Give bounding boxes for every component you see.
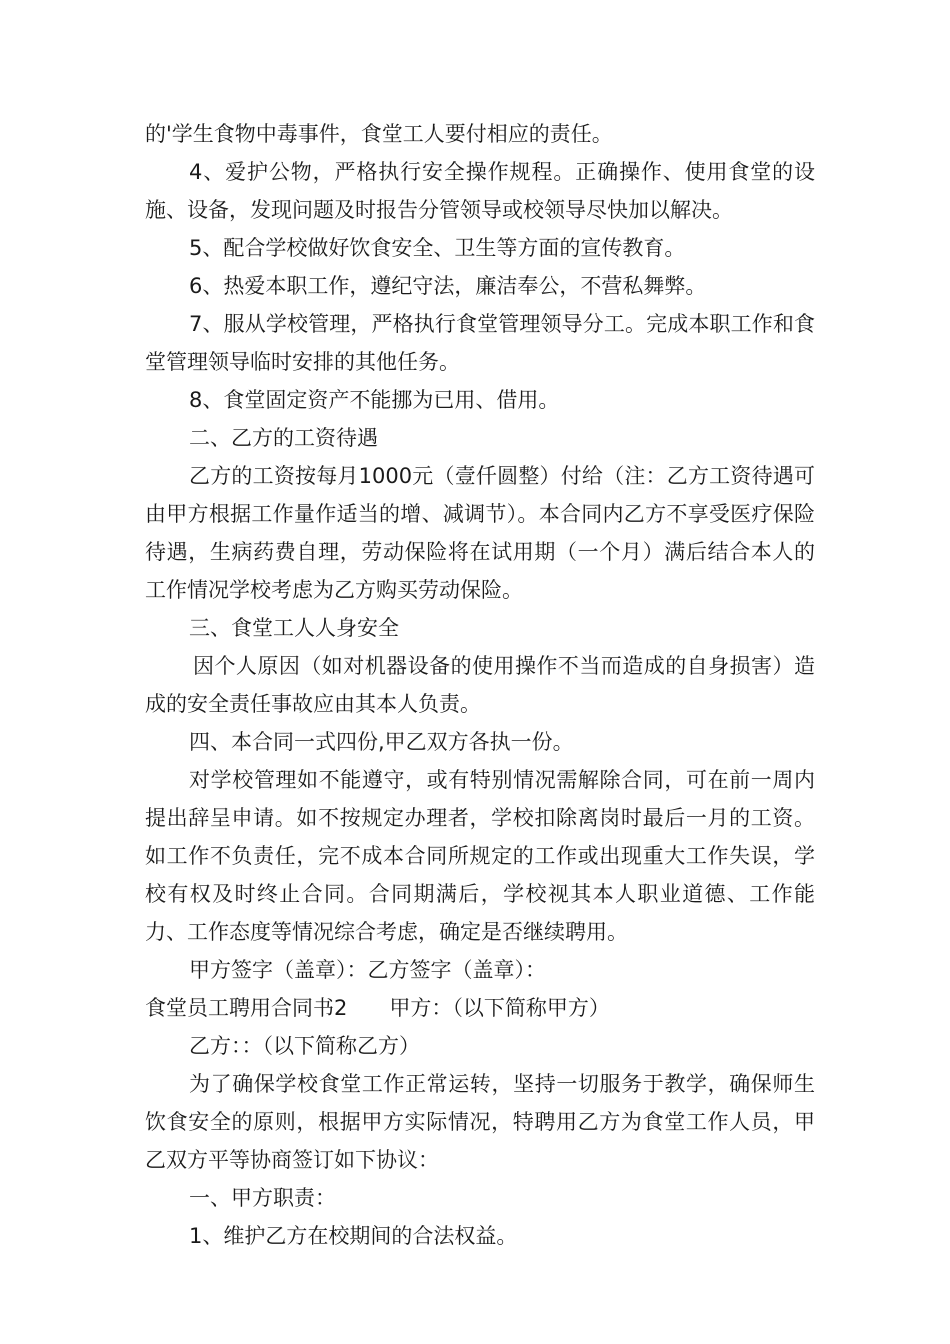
signature-line: 甲方签字（盖章）：乙方签字（盖章）：	[189, 958, 546, 982]
paragraph-safety: 因个人原因（如对机器设备的使用操作不当而造成的自身损害）造成的安全责任事故应由其本人负责。	[145, 654, 815, 716]
contract-2-title-line: 食堂员工聘用合同书2 甲方：（以下简称甲方）	[145, 996, 610, 1020]
paragraph-item-5: 5、配合学校做好饮食安全、卫生等方面的宣传教育。	[189, 236, 686, 260]
section-heading-safety: 三、食堂工人人身安全	[189, 616, 399, 640]
section-heading-salary: 二、乙方的工资待遇	[189, 426, 378, 450]
paragraph-item-4: 4、爱护公物，严格执行安全操作规程。正确操作、使用食堂的设施、设备，发现问题及时报告分管领导或校领导尽快加以解决。	[145, 160, 815, 222]
party-b-line: 乙方：：（以下简称乙方）	[189, 1034, 420, 1058]
paragraph-item-6: 6、热爱本职工作，遵纪守法，廉洁奉公，不营私舞弊。	[189, 274, 707, 298]
paragraph-salary: 乙方的工资按每月1000元（壹仟圆整）付给（注：乙方工资待遇可由甲方根据工作量作适当的增、减调节）。本合同内乙方不享受医疗保险待遇，生病药费自理，劳动保险将在试用期（一个月）满后结合本人的工作情况学校考虑为乙方购买劳动保险。	[145, 464, 815, 602]
paragraph-termination: 对学校管理如不能遵守，或有特别情况需解除合同，可在前一周内提出辞呈申请。如不按规定办理者，学校扣除离岗时最后一月的工资。如工作不负责任，完不成本合同所规定的工作或出现重大工作失误，学校有权及时终止合同。合同期满后，学校视其本人职业道德、工作能力、工作态度等情况综合考虑，确定是否继续聘用。	[145, 768, 815, 944]
paragraph-duty-1: 1、维护乙方在校期间的合法权益。	[189, 1224, 518, 1248]
paragraph-item-7: 7、服从学校管理，严格执行食堂管理领导分工。完成本职工作和食堂管理领导临时安排的其他任务。	[145, 312, 815, 374]
paragraph-preamble: 为了确保学校食堂工作正常运转，坚持一切服务于教学，确保师生饮食安全的原则，根据甲方实际情况，特聘用乙方为食堂工作人员，甲乙双方平等协商签订如下协议：	[145, 1072, 815, 1172]
paragraph-continuation: 的'学生食物中毒事件，食堂工人要付相应的责任。	[145, 122, 613, 146]
paragraph-item-8: 8、食堂固定资产不能挪为已用、借用。	[189, 388, 560, 412]
section-heading-party-a-duties: 一、甲方职责：	[189, 1186, 336, 1210]
document-body	[145, 115, 815, 1255]
section-heading-copies: 四、本合同一式四份,甲乙双方各执一份。	[189, 730, 574, 754]
